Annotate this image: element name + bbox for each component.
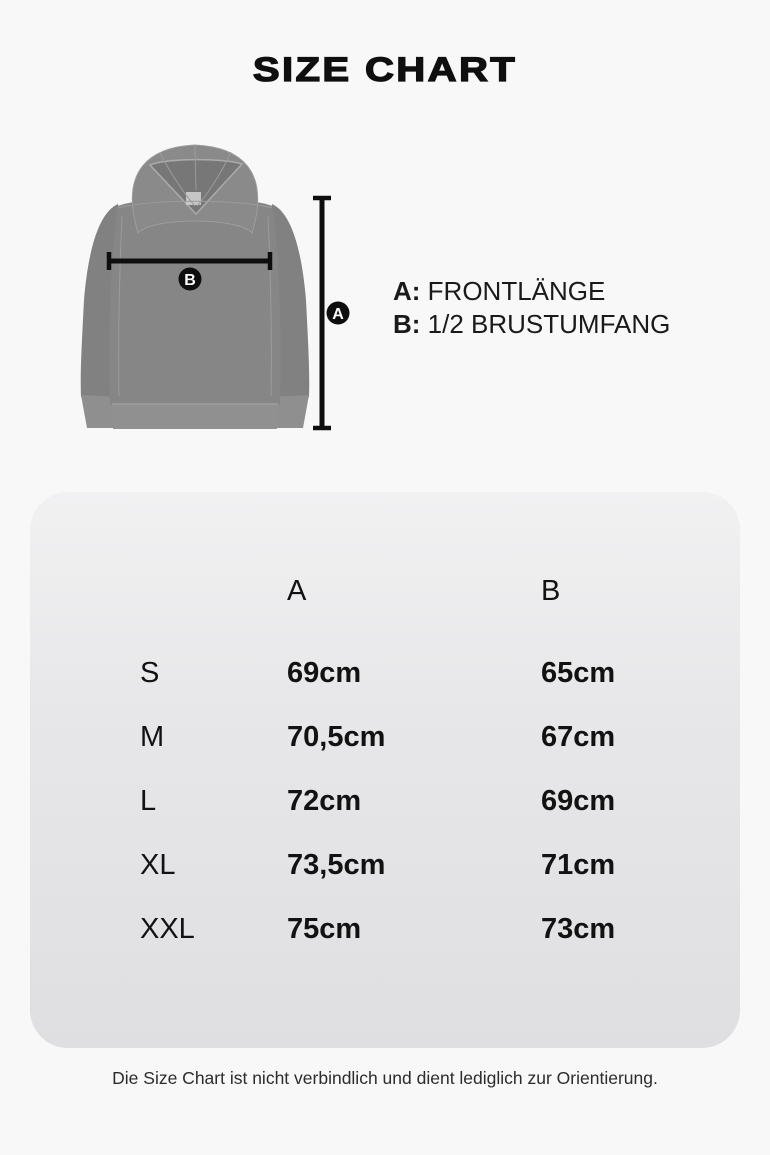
table-row-xxl	[30, 913, 740, 947]
legend-label-b: 1/2 BRUSTUMFANG	[427, 309, 671, 339]
value-a: 73,5cm	[287, 849, 386, 881]
measurement-b-label: B	[184, 272, 196, 289]
value-b: 65cm	[541, 657, 616, 689]
size-label: XXL	[140, 913, 195, 945]
table-header-row	[30, 575, 740, 609]
legend-line-a	[393, 275, 670, 308]
measurement-a-label: A	[332, 306, 344, 323]
value-a: 70,5cm	[287, 721, 386, 753]
table-row-m	[30, 721, 740, 755]
disclaimer-text: Die Size Chart ist nicht verbindlich und dient lediglich zur Orientierung.	[112, 1068, 658, 1088]
value-a: 72cm	[287, 785, 362, 817]
table-row-s	[30, 657, 740, 691]
hoodie-measurement-diagram	[60, 130, 400, 465]
measurement-legend	[393, 275, 670, 341]
size-label: L	[140, 785, 157, 817]
value-b: 67cm	[541, 721, 616, 753]
column-header-b: B	[541, 575, 561, 607]
size-label: XL	[140, 849, 176, 881]
table-row-l	[30, 785, 740, 819]
page-title: SIZE CHART	[252, 51, 518, 89]
size-label: S	[140, 657, 160, 689]
size-label: M	[140, 721, 165, 753]
value-a: 69cm	[287, 657, 362, 689]
column-header-a: A	[287, 575, 307, 607]
value-b: 69cm	[541, 785, 616, 817]
legend-key-b: B:	[393, 309, 421, 339]
value-b: 71cm	[541, 849, 616, 881]
value-b: 73cm	[541, 913, 616, 945]
legend-line-b	[393, 308, 670, 341]
legend-label-a: FRONTLÄNGE	[427, 276, 606, 306]
table-row-xl	[30, 849, 740, 883]
size-table-card	[30, 492, 740, 1048]
value-a: 75cm	[287, 913, 362, 945]
legend-key-a: A:	[393, 276, 421, 306]
